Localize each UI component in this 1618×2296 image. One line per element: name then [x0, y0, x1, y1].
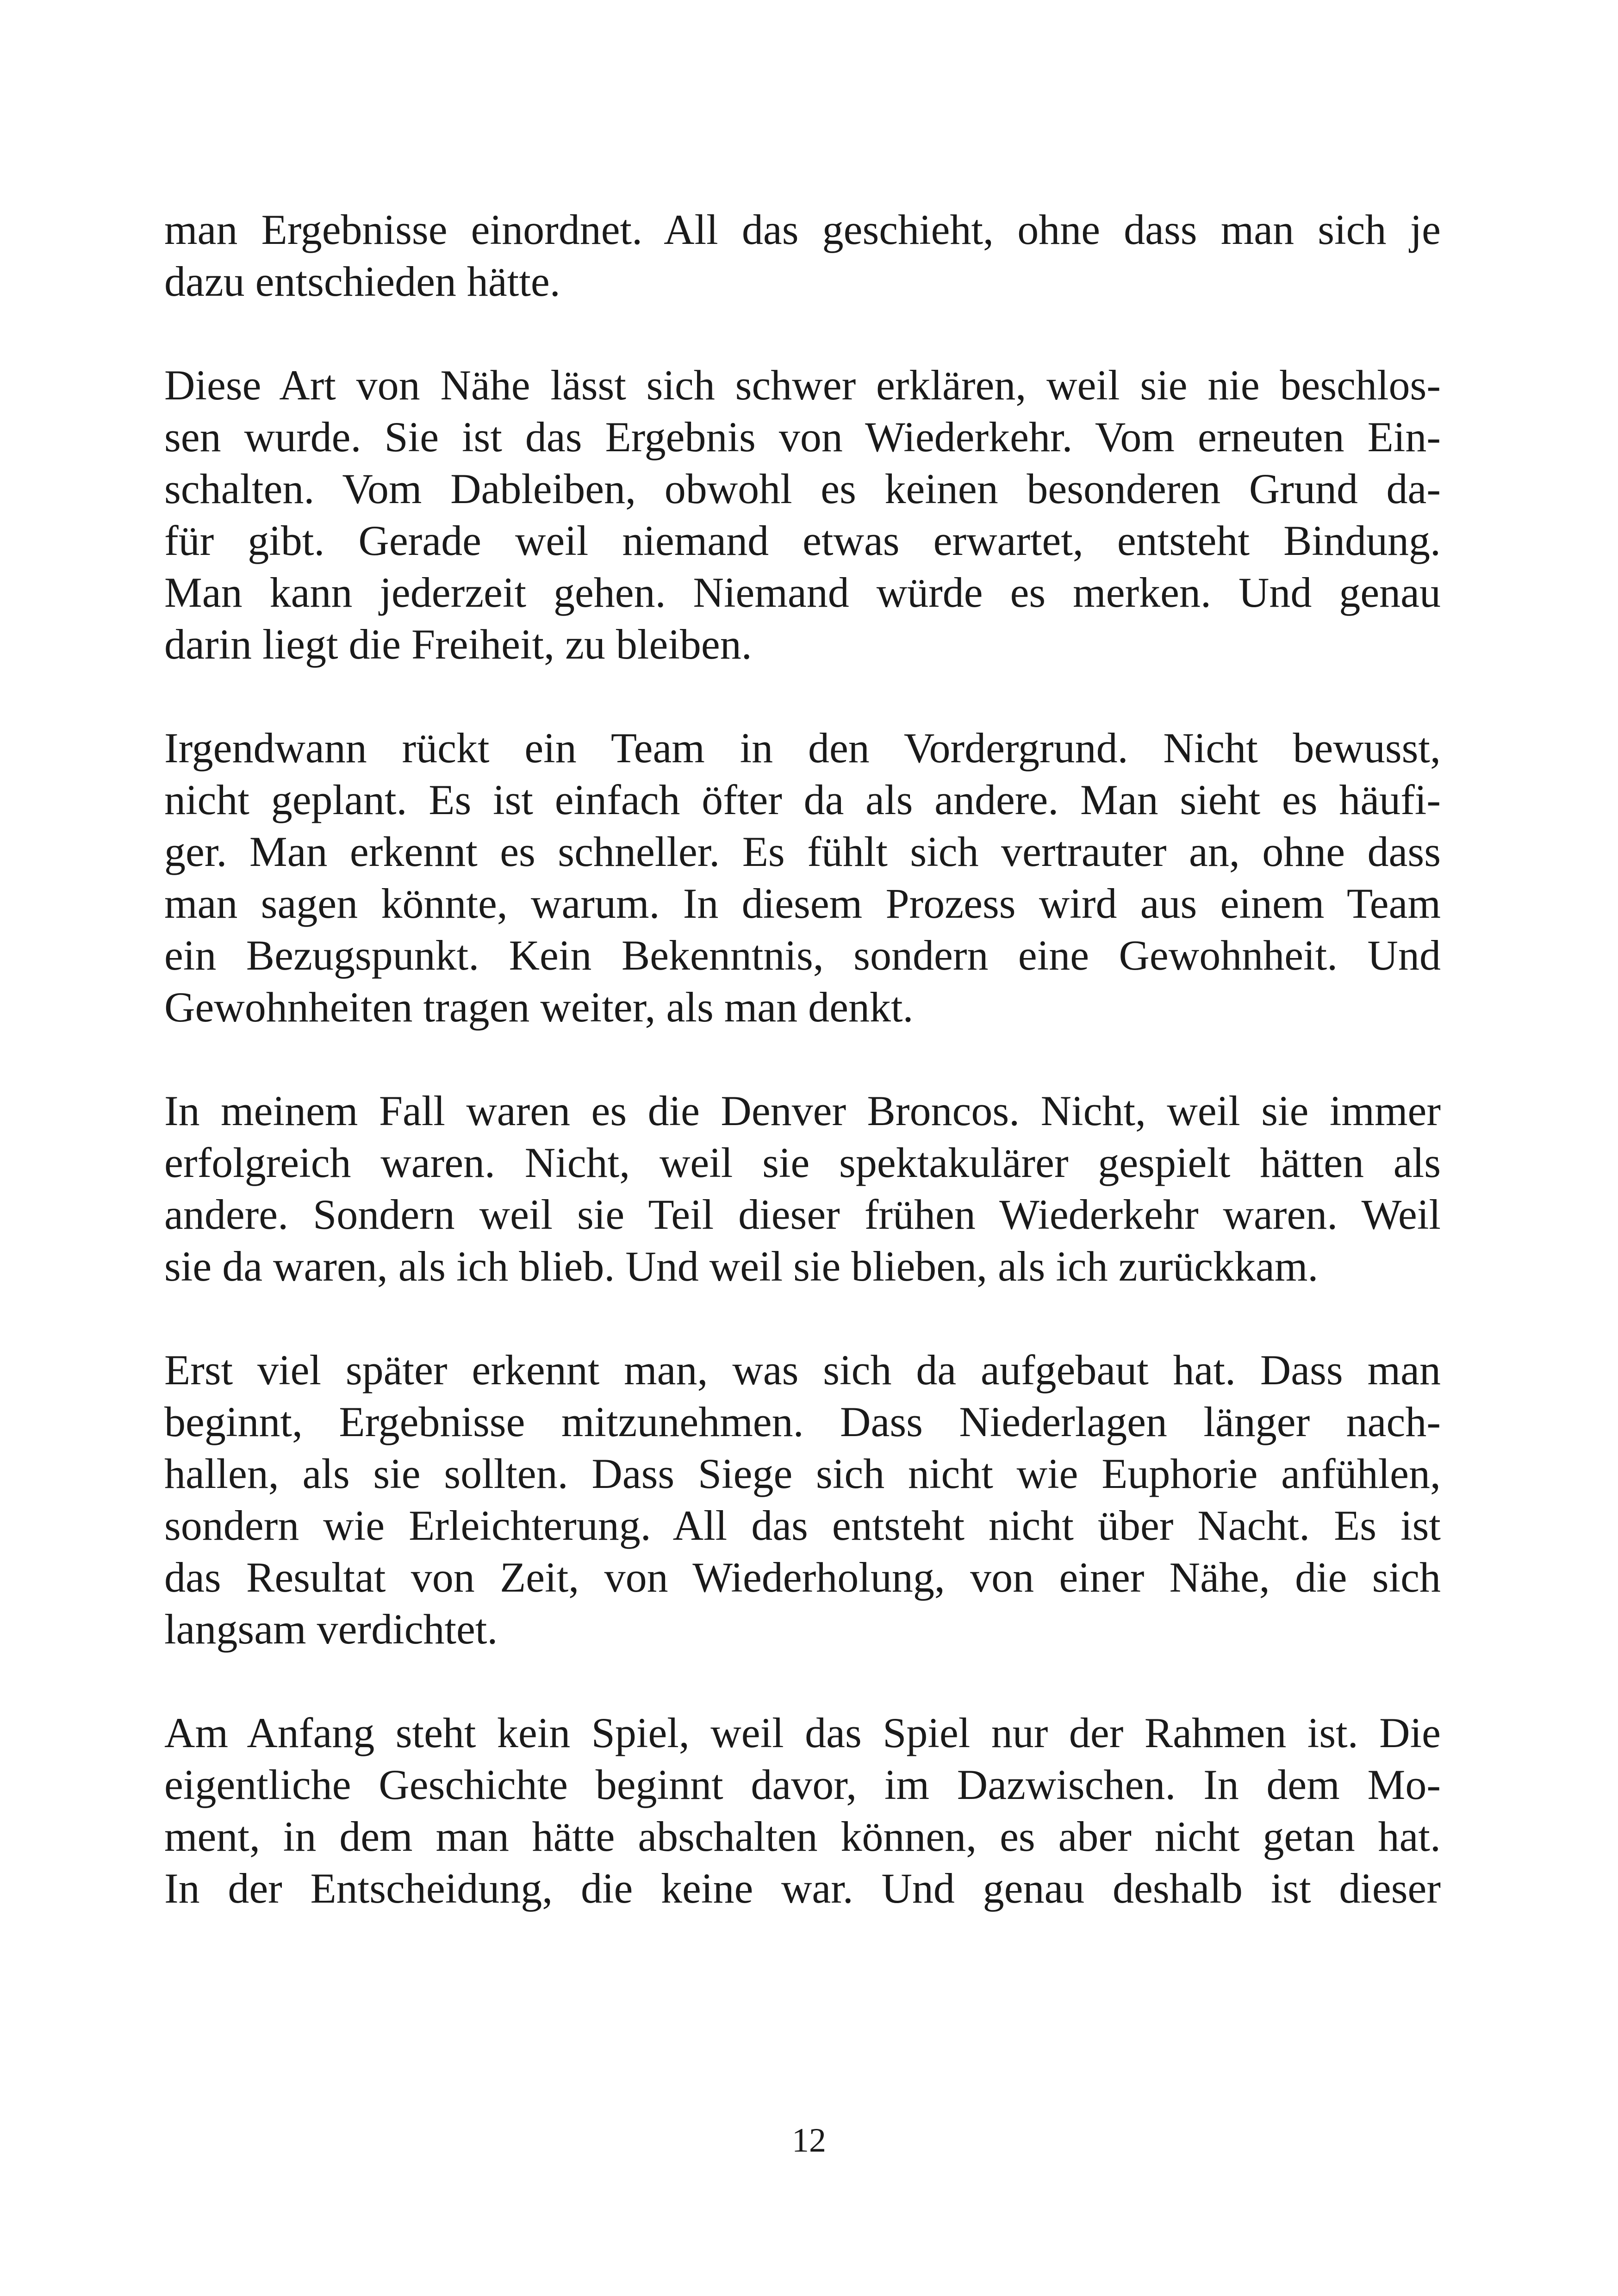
text-line: ment, in dem man hätte abschalten können, es aber nicht getan hat.: [164, 1813, 1441, 1860]
text-line: hallen, als sie sollten. Dass Siege sich nicht wie Euphorie anfühlen,: [164, 1450, 1441, 1497]
text-line: dazu entschieden hätte.: [164, 258, 560, 305]
text-line: man sagen könnte, warum. In diesem Prozess wird aus einem Team: [164, 880, 1441, 927]
text-line: Gewohnheiten tragen weiter, als man denkt.: [164, 983, 914, 1031]
text-line: ein Bezugspunkt. Kein Bekenntnis, sondern eine Gewohnheit. Und: [164, 932, 1441, 979]
page-number: 12: [792, 2122, 826, 2159]
text-line: erfolgreich waren. Nicht, weil sie spektakulärer gespielt hätten als: [164, 1139, 1441, 1186]
text-line: das Resultat von Zeit, von Wiederholung, von einer Nähe, die sich: [164, 1554, 1441, 1601]
text-line: In meinem Fall waren es die Denver Broncos. Nicht, weil sie immer: [164, 1087, 1441, 1134]
text-line: Irgendwann rückt ein Team in den Vordergrund. Nicht bewusst,: [164, 724, 1441, 772]
text-line: schalten. Vom Dableiben, obwohl es keinen besonderen Grund da-: [164, 465, 1441, 512]
text-line: sen wurde. Sie ist das Ergebnis von Wiederkehr. Vom erneuten Ein-: [164, 413, 1441, 460]
paragraph-6: [164, 1707, 1441, 1914]
text-line: Diese Art von Nähe lässt sich schwer erklären, weil sie nie beschlos-: [164, 361, 1441, 409]
text-line: darin liegt die Freiheit, zu bleiben.: [164, 621, 752, 668]
page-body: [164, 204, 1441, 1966]
paragraph-4: [164, 1085, 1441, 1292]
text-line: man Ergebnisse einordnet. All das geschieht, ohne dass man sich je: [164, 206, 1441, 253]
text-line: für gibt. Gerade weil niemand etwas erwartet, entsteht Bindung.: [164, 517, 1441, 564]
text-line: nicht geplant. Es ist einfach öfter da als andere. Man sieht es häufi-: [164, 776, 1441, 823]
text-line: sondern wie Erleichterung. All das entsteht nicht über Nacht. Es ist: [164, 1502, 1441, 1549]
paragraph-3: [164, 722, 1441, 1033]
text-line: sie da waren, als ich blieb. Und weil sie blieben, als ich zurückkam.: [164, 1243, 1319, 1290]
text-line: Am Anfang steht kein Spiel, weil das Spiel nur der Rahmen ist. Die: [164, 1709, 1441, 1756]
paragraph-2: [164, 359, 1441, 670]
text-line: eigentliche Geschichte beginnt davor, im Dazwischen. In dem Mo-: [164, 1761, 1441, 1808]
text-line: In der Entscheidung, die keine war. Und genau deshalb ist dieser: [164, 1865, 1441, 1912]
text-line: Man kann jederzeit gehen. Niemand würde es merken. Und genau: [164, 569, 1441, 616]
text-line: beginnt, Ergebnisse mitzunehmen. Dass Niederlagen länger nach-: [164, 1398, 1441, 1445]
text-line: Erst viel später erkennt man, was sich da aufgebaut hat. Dass man: [164, 1346, 1441, 1394]
text-line: ger. Man erkennt es schneller. Es fühlt sich vertrauter an, ohne dass: [164, 828, 1441, 875]
paragraph-5: [164, 1344, 1441, 1655]
text-line: andere. Sondern weil sie Teil dieser frühen Wiederkehr waren. Weil: [164, 1191, 1441, 1238]
paragraph-1: [164, 204, 1441, 307]
text-line: langsam verdichtet.: [164, 1605, 498, 1653]
